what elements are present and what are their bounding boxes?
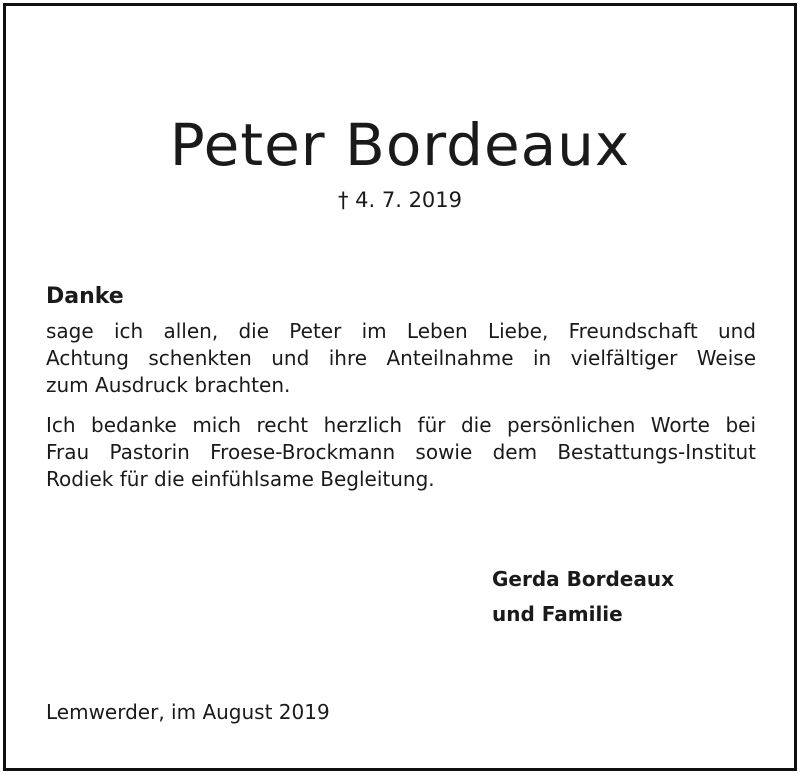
signature-name: Gerda Bordeaux <box>492 567 674 591</box>
thanks-paragraph <box>46 318 756 399</box>
thanks-heading: Danke <box>46 284 124 309</box>
deceased-name: Peter Bordeaux <box>169 111 631 179</box>
text-line: Frau Pastorin Froese-Brockmann sowie dem Bestattungs-Institut <box>46 440 756 464</box>
text-line: Rodiek für die einfühlsame Begleitung. <box>46 467 435 491</box>
signature-family: und Familie <box>492 602 623 626</box>
text-line: Ich bedanke mich recht herzlich für die persönlichen Worte bei <box>46 413 756 437</box>
death-date: † 4. 7. 2019 <box>337 188 463 212</box>
place-and-date: Lemwerder, im August 2019 <box>46 700 330 724</box>
acknowledgement-paragraph <box>46 412 756 493</box>
text-line: zum Ausdruck brachten. <box>46 373 291 397</box>
text-line: Achtung schenkten und ihre Anteilnahme in vielfältiger Weise <box>46 346 756 370</box>
text-line: sage ich allen, die Peter im Leben Liebe, Freundschaft und <box>46 319 756 343</box>
